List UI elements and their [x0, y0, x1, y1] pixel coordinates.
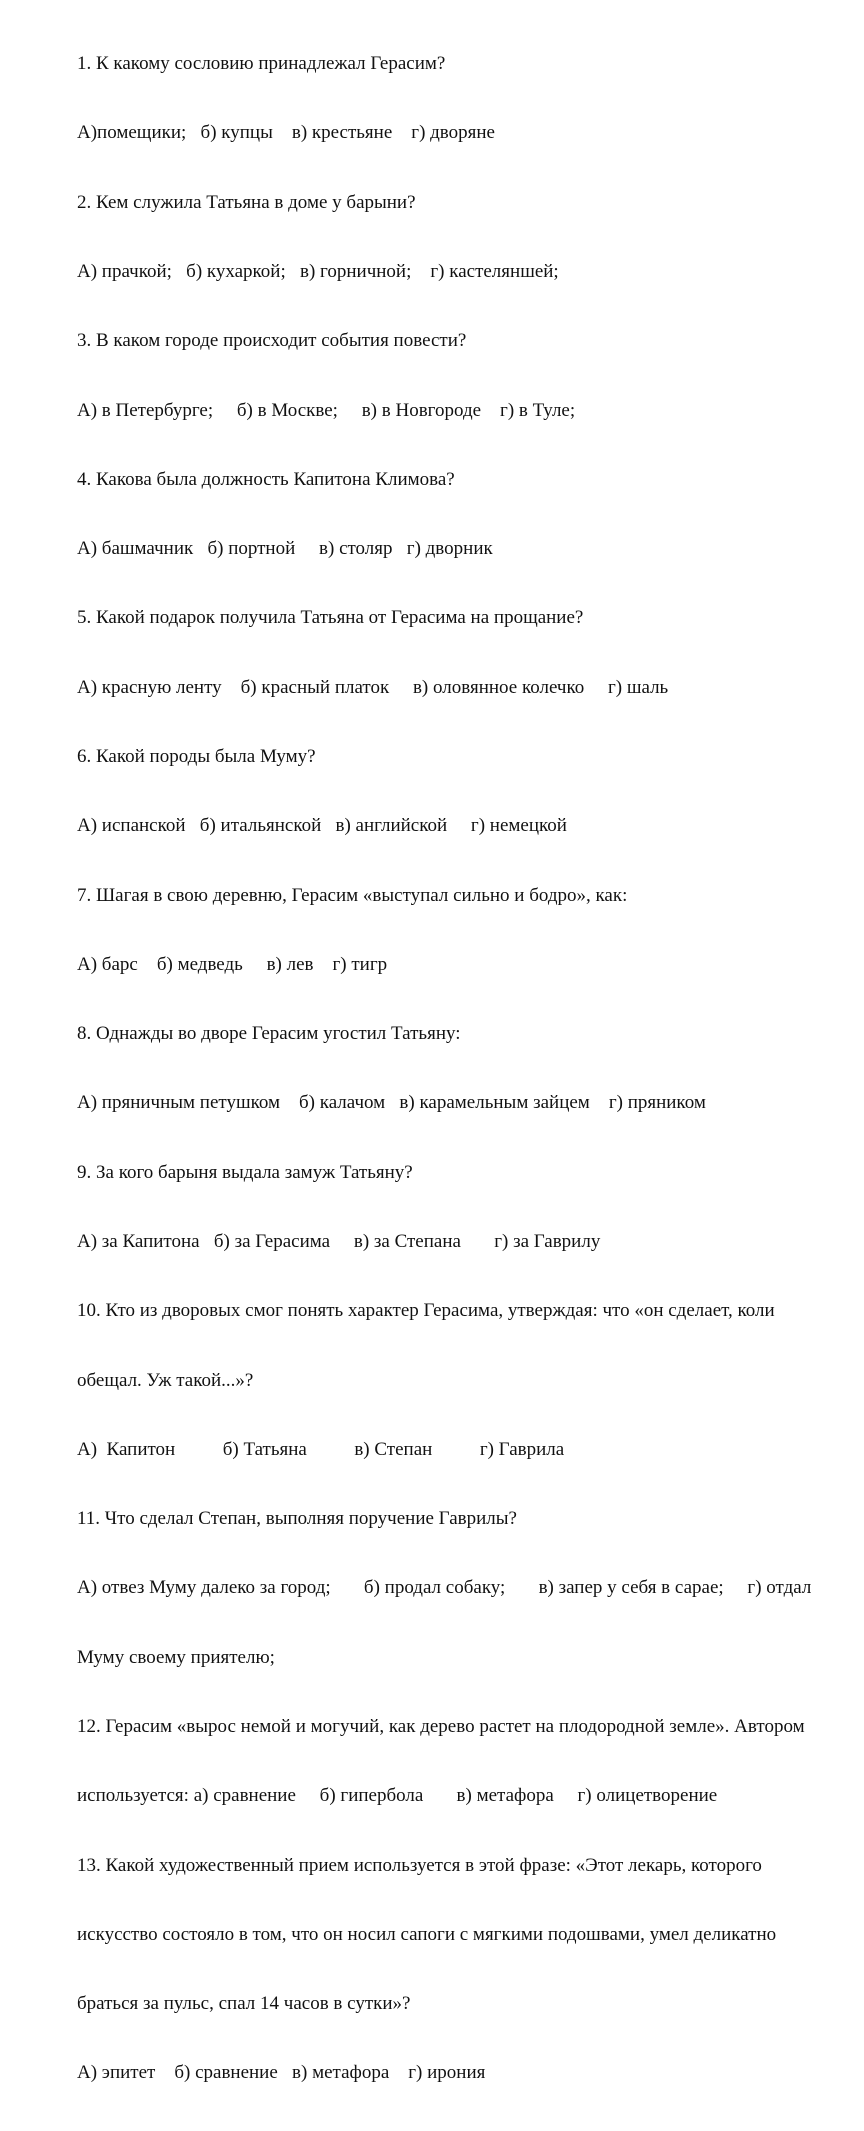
question-4: 4. Какова была должность Капитона Климова?	[77, 468, 455, 490]
question-7: 7. Шагая в свою деревню, Герасим «выступал сильно и бодро», как:	[77, 884, 628, 906]
answers-11-line-1: А) отвез Муму далеко за город; б) продал собаку; в) запер у себя в сарае; г) отдал	[77, 1577, 812, 1599]
question-11: 11. Что сделал Степан, выполняя поручение Гаврилы?	[77, 1508, 517, 1530]
answers-6: А) испанской б) итальянской в) английской г) немецкой	[77, 815, 567, 837]
question-9: 9. За кого барыня выдала замуж Татьяну?	[77, 1161, 413, 1183]
question-8: 8. Однажды во дворе Герасим угостил Татьяну:	[77, 1023, 461, 1045]
question-13-line-3: браться за пульс, спал 14 часов в сутки»?	[77, 1993, 411, 2015]
question-3: 3. В каком городе происходит события повести?	[77, 330, 467, 352]
question-12-line-2: используется: а) сравнение б) гипербола в) метафора г) олицетворение	[77, 1785, 718, 1807]
answers-5: А) красную ленту б) красный платок в) оловянное колечко г) шаль	[77, 676, 669, 698]
answers-3: А) в Петербурге; б) в Москве; в) в Новгороде г) в Туле;	[77, 399, 576, 421]
question-1: 1. К какому сословию принадлежал Герасим?	[77, 53, 446, 75]
question-12-line-1: 12. Герасим «вырос немой и могучий, как дерево растет на плодородной земле». Автором	[77, 1715, 805, 1737]
answers-11-line-2: Муму своему приятелю;	[77, 1646, 275, 1668]
answers-4: А) башмачник б) портной в) столяр г) дворник	[77, 538, 493, 560]
answers-9: А) за Капитона б) за Герасима в) за Степана г) за Гаврилу	[77, 1230, 601, 1252]
question-2: 2. Кем служила Татьяна в доме у барыни?	[77, 191, 416, 213]
question-6: 6. Какой породы была Муму?	[77, 746, 316, 767]
question-13-line-2: искусство состояло в том, что он носил сапоги с мягкими подошвами, умел деликатно	[77, 1923, 777, 1945]
answers-10: А) Капитон б) Татьяна в) Степан г) Гаврила	[77, 1438, 565, 1460]
answers-1: А)помещики; б) купцы в) крестьяне г) дворяне	[77, 122, 495, 144]
question-5: 5. Какой подарок получила Татьяна от Герасима на прощание?	[77, 607, 584, 629]
question-13-line-1: 13. Какой художественный прием используется в этой фразе: «Этот лекарь, которого	[77, 1854, 762, 1876]
answers-13: А) эпитет б) сравнение в) метафора г) ирония	[77, 2062, 486, 2084]
answers-7: А) барс б) медведь в) лев г) тигр	[77, 953, 388, 975]
answers-2: А) прачкой; б) кухаркой; в) горничной; г) кастеляншей;	[77, 261, 559, 283]
answers-8: А) пряничным петушком б) калачом в) карамельным зайцем г) пряником	[77, 1092, 706, 1114]
quiz-text	[77, 6, 857, 2131]
question-10-line-2: обещал. Уж такой...»?	[77, 1369, 254, 1391]
question-10-line-1: 10. Кто из дворовых смог понять характер Герасима, утверждая: что «он сделает, коли	[77, 1300, 775, 1322]
